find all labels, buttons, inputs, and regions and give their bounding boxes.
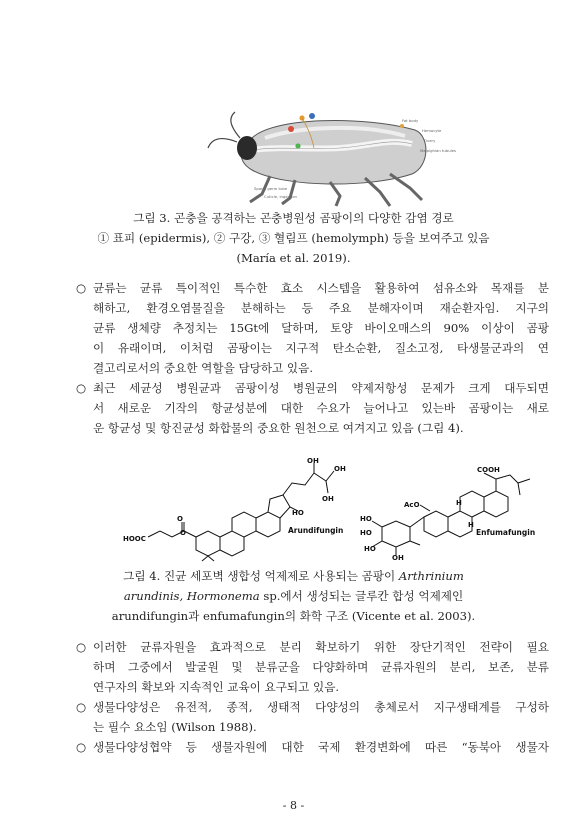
caption-text: sp.에서 생성되는 글루칸 합성 억제제인 xyxy=(259,589,464,603)
label-hemocyte: Hemocyte xyxy=(422,128,442,133)
label-ho-left: HO xyxy=(292,509,304,517)
insect-body xyxy=(241,121,426,185)
bullet-line: 이러한 균류자원을 효과적으로 분리 확보하기 위한 장단기적인 전략이 필요 xyxy=(93,640,549,654)
figure3-caption-line1: 그림 3. 곤충을 공격하는 곤충병원성 곰팡이의 다양한 감염 경로 xyxy=(133,211,454,225)
bullet-biodiversity xyxy=(76,697,549,737)
bullet-line: 운 항균성 및 항진균성 화합물의 중요한 원천으로 여겨지고 있음 (그림 4). xyxy=(93,421,464,435)
label-oh-2: OH xyxy=(334,465,346,473)
bullet-line: 하며 그중에서 발굴원 및 분류군을 다양화하며 균류자원의 분리, 보존, 분류 xyxy=(93,660,549,674)
figure4-caption-line1 xyxy=(60,566,527,586)
bullet-line: 결고리로서의 중요한 역할을 담당하고 있음. xyxy=(93,361,314,375)
label-ovary: Ovary xyxy=(424,138,436,143)
bullet-line: 균류 생체량 추정치는 15Gt에 달하며, 토양 바이오매스의 90% 이상이 곰팡 xyxy=(93,321,549,335)
bullet-line: 서 새로운 기작의 항균성분에 대한 수요가 늘어나고 있는바 곰팡이는 새로 xyxy=(93,401,549,415)
label-ho-c: HO xyxy=(364,545,376,553)
caption-text: 그림 4. 진균 세포벽 생합성 억제제로 사용되는 곰팡이 xyxy=(123,569,399,583)
figure3-caption-line2: ① 표피 (epidermis), ② 구강, ③ 혈림프 (hemolymph) 등을 보여주고 있음 xyxy=(97,231,490,245)
bullet-mark: ○ xyxy=(76,640,87,654)
label-o2: O xyxy=(180,529,186,537)
figure4-caption-line2 xyxy=(60,586,527,606)
bullet-biodiversity-convention xyxy=(76,737,549,757)
label-fat-body: Fat body xyxy=(402,118,419,123)
infection-marker xyxy=(288,126,294,132)
infection-marker xyxy=(295,143,300,148)
label-oh-1: OH xyxy=(307,457,319,465)
bullet-drug-resistance xyxy=(76,378,549,438)
label-cooh: COOH xyxy=(477,466,500,474)
label-ho-b: HO xyxy=(360,529,372,537)
chemical-structures-figure xyxy=(120,455,550,560)
bullet-line: 균류는 균류 특이적인 특수한 효소 시스템을 활용하여 섬유소와 목재를 분 xyxy=(93,281,549,295)
label-h-2: H xyxy=(468,521,474,529)
enfumafungin-structure xyxy=(372,473,530,555)
insect-head xyxy=(237,136,257,160)
label-h-1: H xyxy=(456,499,462,507)
bullet-line: 이 유래이며, 이처럼 곰팡이는 지구적 탄소순환, 질소고정, 타생물군과의 연 xyxy=(93,341,549,355)
bullet-line: 최근 세균성 병원균과 곰팡이성 병원균의 약제저항성 문제가 크게 대두되면 xyxy=(93,381,549,395)
insect-leg xyxy=(390,174,422,200)
caption-italic: Arthrinium xyxy=(398,569,464,583)
insect-leg xyxy=(365,178,390,206)
bullet-line: 연구자의 확보와 지속적인 교육이 요구되고 있음. xyxy=(93,680,340,694)
label-spore: Spore, germ tube xyxy=(254,186,288,191)
label-o: O xyxy=(177,515,183,523)
insect-leg xyxy=(282,180,295,204)
label-oh-3: OH xyxy=(322,495,334,503)
page-number: - 8 - xyxy=(282,799,305,812)
bullet-fungi-decomposers xyxy=(76,278,549,378)
arundifungin-name: Arundifungin xyxy=(288,526,344,535)
label-cuticle: Cuticle, ingestion xyxy=(264,194,297,199)
infection-marker xyxy=(309,113,315,119)
caption-italic: arundinis, Hormonema xyxy=(123,589,260,603)
arundifungin-structure xyxy=(148,463,334,561)
label-hooc: HOOC xyxy=(123,535,146,543)
bullet-line: 생물다양성협약 등 생물자원에 대한 국제 환경변화에 따른 “동북아 생물자 xyxy=(93,740,549,754)
bullet-line: 해하고, 환경오염물질을 분해하는 등 주요 분해자이며 재순환자임. 지구의 xyxy=(93,301,549,315)
enfumafungin-name: Enfumafungin xyxy=(476,528,536,537)
bullet-line: 는 필수 요소임 (Wilson 1988). xyxy=(93,720,257,734)
label-oh-5: OH xyxy=(392,554,404,562)
bullet-mark: ○ xyxy=(76,281,87,295)
bullet-mark: ○ xyxy=(76,740,87,754)
figure3-caption-line3: (María et al. 2019). xyxy=(236,251,351,265)
label-aco: AcO xyxy=(404,501,420,509)
insect-infection-figure xyxy=(190,108,457,208)
bullet-line: 생물다양성은 유전적, 종적, 생태적 다양성의 총체로서 지구생태계를 구성하 xyxy=(93,700,549,714)
bullet-mark: ○ xyxy=(76,700,87,714)
insect-leg xyxy=(330,182,340,206)
bullet-fungal-resources-strategy xyxy=(76,637,549,697)
figure4-caption-line3: arundifungin과 enfumafungin의 화학 구조 (Vicente et al. 2003). xyxy=(111,609,476,623)
bullet-mark: ○ xyxy=(76,381,87,395)
label-malpighian: Malpighian tubules xyxy=(420,148,457,153)
label-ho-a: HO xyxy=(360,515,372,523)
